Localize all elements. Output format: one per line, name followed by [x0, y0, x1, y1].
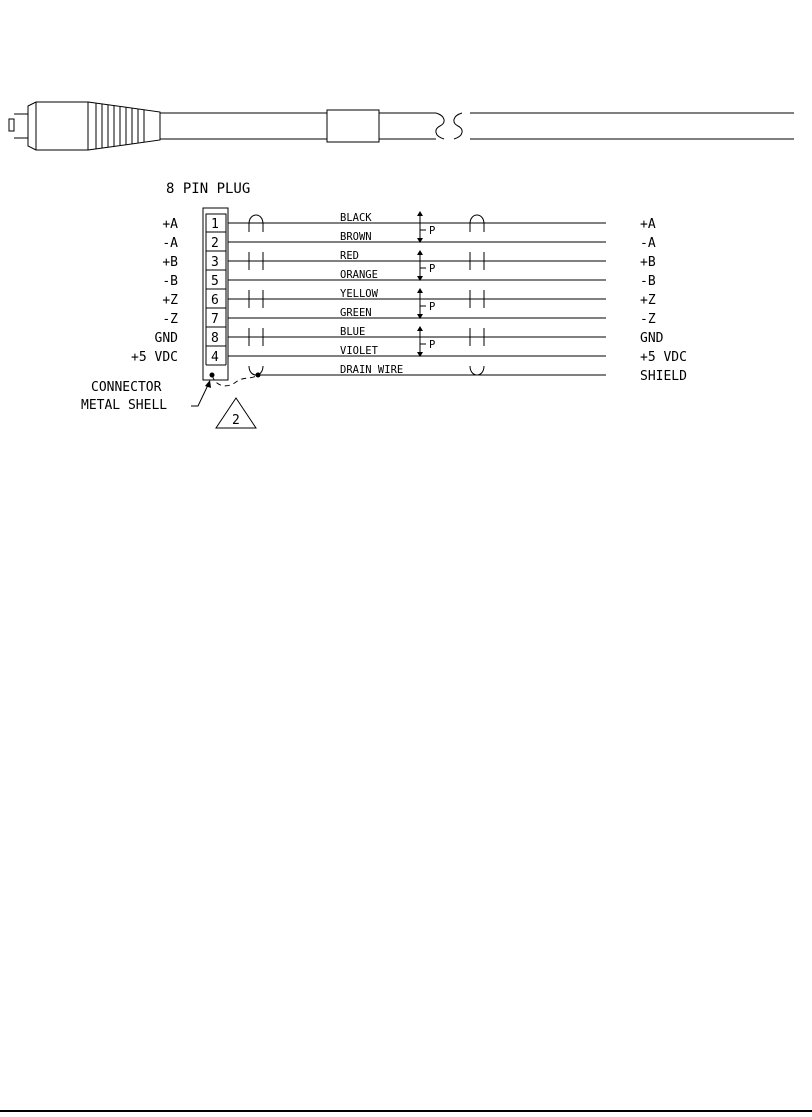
- right-signal-label: GND: [640, 331, 664, 346]
- pin-number: 8: [211, 331, 219, 346]
- left-signal-label: -B: [162, 274, 178, 289]
- connector-note-line: CONNECTOR: [91, 380, 162, 395]
- right-signal-label: +5 VDC: [640, 350, 687, 365]
- cable-assembly-illustration: [9, 102, 794, 150]
- wire-color-label: BLACK: [340, 212, 372, 224]
- page-bottom-rule: [0, 1110, 812, 1112]
- wire-color-label: VIOLET: [340, 345, 378, 357]
- note-leader-arrowhead: [205, 380, 211, 388]
- pair-marker-label: P: [429, 263, 436, 275]
- pin-number: 2: [211, 236, 219, 251]
- pin-number: 1: [211, 217, 219, 232]
- shield-left: [249, 215, 263, 375]
- left-signal-label: +5 VDC: [131, 350, 178, 365]
- wire-color-label: BROWN: [340, 231, 372, 243]
- signal-wires: [228, 223, 606, 356]
- pin-number: 7: [211, 312, 219, 327]
- wire-color-label: ORANGE: [340, 269, 378, 281]
- right-signal-label: +Z: [640, 293, 656, 308]
- note-leader-line: [191, 385, 208, 406]
- connector-note-line: METAL SHELL: [81, 398, 168, 413]
- shield-right: [470, 215, 484, 375]
- wire-color-label: YELLOW: [340, 288, 378, 300]
- pin-number: 5: [211, 274, 219, 289]
- wire-color-label: BLUE: [340, 326, 366, 338]
- left-signal-label: +A: [162, 217, 178, 232]
- connector-title: 8 PIN PLUG: [166, 181, 251, 197]
- pin-number: 3: [211, 255, 219, 270]
- left-signal-label: GND: [154, 331, 178, 346]
- twisted-pair-markers: [417, 211, 426, 357]
- pin-number: 6: [211, 293, 219, 308]
- right-signal-label: -B: [640, 274, 656, 289]
- drain-wire-label: DRAIN WIRE: [340, 364, 404, 376]
- wire-color-label: RED: [340, 250, 359, 262]
- right-signal-label: +A: [640, 217, 656, 232]
- left-signal-label: +B: [162, 255, 178, 270]
- right-signal-label: -A: [640, 236, 656, 251]
- strain-relief-ridges: [96, 103, 144, 149]
- pair-marker-label: P: [429, 301, 436, 313]
- pin-number: 4: [211, 350, 219, 365]
- pair-marker-label: P: [429, 339, 436, 351]
- left-signal-label: +Z: [162, 293, 178, 308]
- pair-marker-label: P: [429, 225, 436, 237]
- shield-label: SHIELD: [640, 369, 687, 384]
- wire-color-label: GREEN: [340, 307, 372, 319]
- left-signal-label: -A: [162, 236, 178, 251]
- right-signal-label: -Z: [640, 312, 656, 327]
- note-number: 2: [232, 413, 240, 428]
- right-signal-label: +B: [640, 255, 656, 270]
- left-signal-label: -Z: [162, 312, 178, 327]
